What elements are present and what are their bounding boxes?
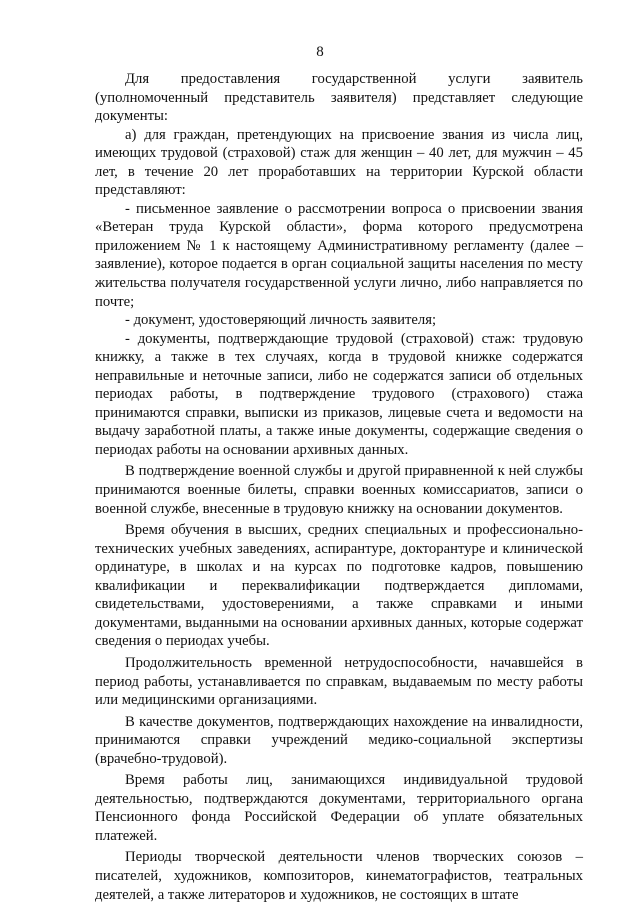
paragraph-bullet-identity: - документ, удостоверяющий личность заявителя; [125, 312, 437, 329]
paragraph-intro: Для предоставления государственной услуги заявитель (уполномоченный представитель заявителя) представляет следующие документы: [95, 71, 583, 125]
paragraph-education-period: Время обучения в высших, средних специальных и профессионально-технических учебных заведениях, аспирантуре, докторантуре и клинической ординатуре, в школах и на курсах по подготовке кадров, повышению квалификации и переквалификации подтверждается дипломами, свидетельствами, удостоверениями, а также справками и иными документами, выданными на основании архивных данных, которые содержат сведения о периодах учебы. [95, 522, 583, 650]
paragraph-military-service: В подтверждение военной службы и другой приравненной к ней службы принимаются военные билеты, справки военных комиссариатов, записи о военной службе, внесенные в трудовую книжку на основании документов. [95, 463, 583, 517]
paragraph-individual-labor: Время работы лиц, занимающихся индивидуальной трудовой деятельностью, подтверждаются документами, территориального органа Пенсионного фонда Российской Федерации об уплате обязательных платежей. [95, 772, 583, 844]
paragraph-item-a: а) для граждан, претендующих на присвоение звания из числа лиц, имеющих трудовой (страховой) стаж для женщин – 40 лет, для мужчин – 45 лет, в течение 20 лет проработавших на территории Курской области представляют: [95, 126, 583, 199]
paragraph-bullet-application: - письменное заявление о рассмотрении вопроса о присвоении звания «Ветеран труда Курской области», форма которого предусмотрена приложением № 1 к настоящему Административному регламенту (далее – заявление), которое подается в орган социальной защиты населения по месту жительства получателя государственной услуги лично, либо направляется по почте; [95, 200, 583, 310]
paragraph-temporary-disability: Продолжительность временной нетрудоспособности, начавшейся в период работы, устанавливается по справкам, выдаваемым по месту работы или медицинскими организациями. [95, 654, 583, 709]
document-body [95, 70, 583, 904]
paragraph-creative-activity: Периоды творческой деятельности членов творческих союзов – писателей, художников, композиторов, кинематографистов, театральных деятелей, а также литераторов и художников, не состоящих в штате [95, 849, 583, 903]
paragraph-disability: В качестве документов, подтверждающих нахождение на инвалидности, принимаются справки учреждений медико-социальной экспертизы (врачебно-трудовой). [95, 713, 583, 767]
page-number: 8 [316, 44, 324, 60]
paragraph-bullet-work-record: - документы, подтверждающие трудовой (страховой) стаж: трудовую книжку, а также в тех случаях, когда в трудовой книжке содержатся неправильные и неточные записи, либо не содержатся записи об отдельных периодах работы, в подтверждение трудового (страхового) стажа принимаются справки, выписки из приказов, лицевые счета и ведомости на выдачу заработной платы, а также иные документы, содержащие сведения о периодах работы на основании архивных данных. [95, 330, 583, 458]
